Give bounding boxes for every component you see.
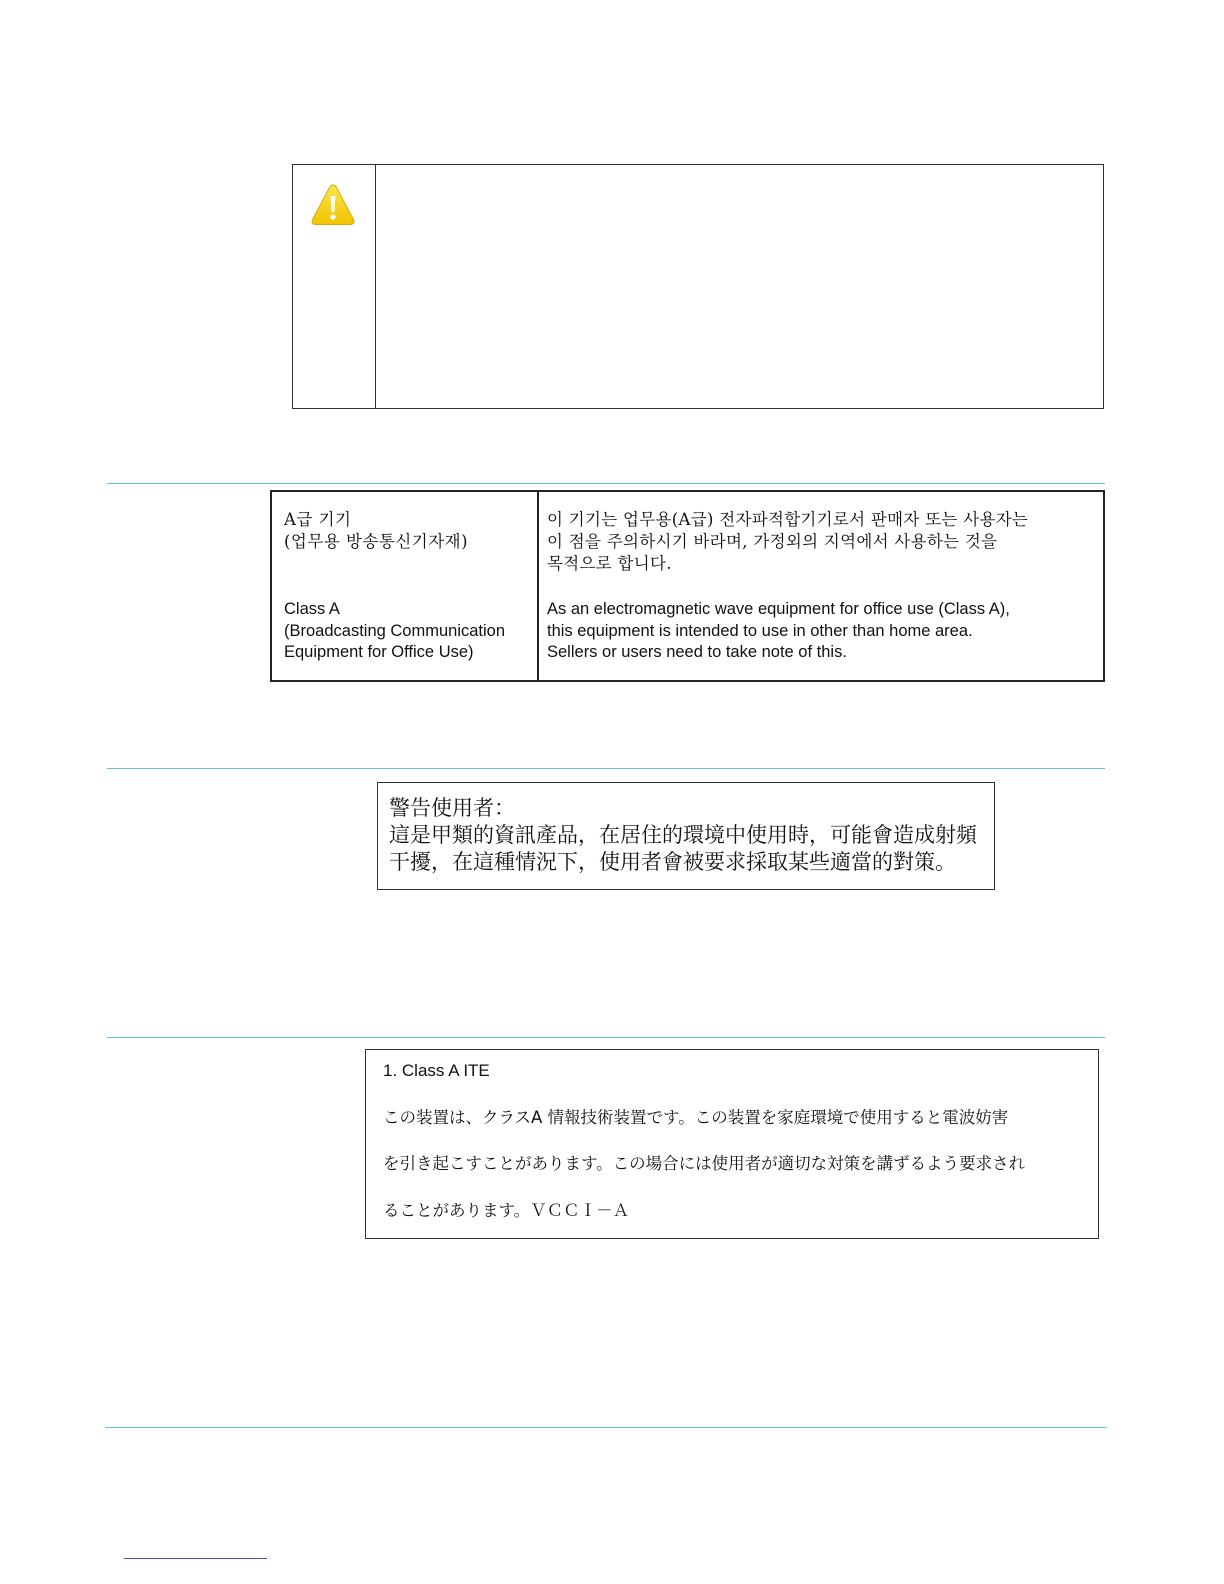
korea-equipment-class-korean: A급 기기 (업무용 방송통신기자재) [284, 510, 469, 551]
japan-notice-line: この装置は、クラスA 情報技術装置です。この装置を家庭環境で使用すると電波妨害 [383, 1107, 1009, 1127]
warning-icon-cell [293, 165, 376, 408]
section-divider [105, 1427, 1107, 1428]
korea-equipment-class-english: Class A (Broadcasting Communication Equipment for Office Use) [284, 600, 506, 661]
japan-vcci-notice-box [365, 1049, 1099, 1239]
korea-equipment-class-cell [272, 492, 539, 680]
section-divider [107, 768, 1105, 769]
warning-triangle-icon [310, 183, 356, 227]
japan-notice-line: を引き起こすことがあります。この場合には使用者が適切な対策を講ずるよう要求され [383, 1154, 1026, 1173]
warning-text-area [376, 165, 1103, 408]
korea-notice-statement-cell [539, 492, 1103, 680]
taiwan-warning-line: 干擾，在這種情況下，使用者會被要求採取某些適當的對策。 [389, 850, 956, 874]
japan-notice-line: ることがあります。ＶＣＣＩ－Ａ [383, 1200, 630, 1220]
footer-link-underline [124, 1558, 267, 1559]
taiwan-warning-line: 這是甲類的資訊產品，在居住的環境中使用時，可能會造成射頻 [389, 823, 977, 847]
japan-notice-class-title: 1. Class A ITE [383, 1061, 490, 1080]
section-divider [107, 1037, 1105, 1038]
taiwan-warning-heading: 警告使用者： [389, 796, 515, 820]
korea-notice-statement-korean: 이 기기는 업무용(A급) 전자파적합기기로서 판매자 또는 사용자는 이 점을 주의하시기 바라며, 가정외의 지역에서 사용하는 것을 목적으로 합니다. [547, 510, 1029, 573]
korea-class-a-notice-table [270, 490, 1105, 682]
korea-notice-statement-english: As an electromagnetic wave equipment for office use (Class A), this equipment is intended to use in other than home area. Sellers or users need to take note of this. [547, 600, 1010, 661]
warning-notice-box [292, 164, 1104, 409]
taiwan-bsmi-warning-box [377, 782, 995, 890]
section-divider [107, 483, 1105, 484]
